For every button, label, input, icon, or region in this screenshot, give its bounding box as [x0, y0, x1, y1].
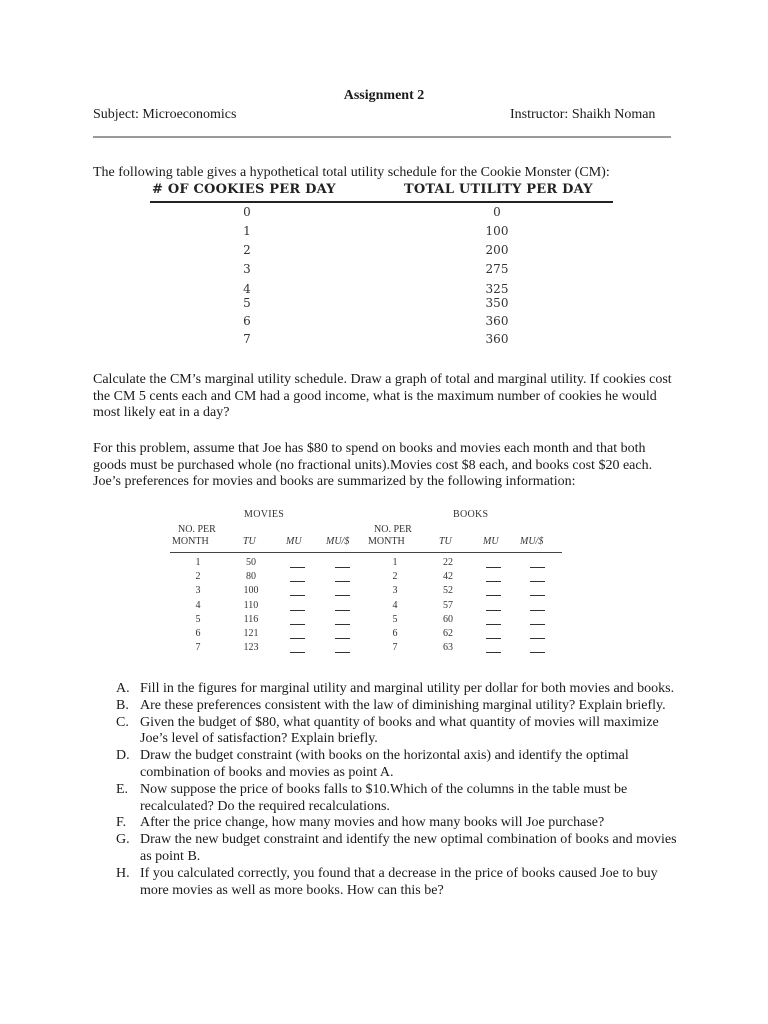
books-mu-per-dollar-blank [530, 624, 545, 625]
books-mu-blank [486, 567, 501, 568]
movies-mu-blank [290, 581, 305, 582]
books-quantity-cell: 4 [392, 600, 398, 611]
cookie-table-col2-header: TOTAL UTILITY PER DAY [404, 182, 593, 197]
movies-quantity-cell: 5 [195, 614, 201, 625]
question-list [110, 681, 680, 899]
question-text: Now suppose the price of books falls to $10.Which of the columns in the table must be recalculated? Do the required recalculations. [140, 781, 628, 814]
cm-question: Calculate the CM’s marginal utility schedule. Draw a graph of total and marginal utility. If cookies cost the CM 5 cents each and CM had a good income, what is the maximum number of cookies he would most likely eat in a day? [93, 372, 672, 420]
question-text: Draw the budget constraint (with books on the horizontal axis) and identify the optimal combination of books and movies as point A. [140, 748, 629, 780]
books-quantity-cell: 5 [392, 614, 398, 625]
movies-mu-blank [290, 624, 305, 625]
question-item [110, 715, 680, 749]
joe-intro: For this problem, assume that Joe has $80 to spend on books and movies each month and that both goods must be purchased whole (no fractional units).Movies cost $8 each, and books cost $20 each. Joe’s preferences for movies and books are summarized by the following information: [93, 441, 653, 489]
question-text: Are these preferences consistent with the law of diminishing marginal utility? Explain briefly. [140, 697, 666, 713]
cookie-table-rule [150, 201, 613, 203]
books-mu-per-dollar-blank [530, 638, 545, 639]
movies-mu-per-dollar-blank [335, 567, 350, 568]
question-item [110, 748, 680, 782]
cookie-count-cell: 1 [243, 224, 251, 238]
cookie-intro: The following table gives a hypothetical total utility schedule for the Cookie Monster (CM): [93, 165, 610, 180]
movies-mu-per-dollar-header: MU/$ [326, 536, 350, 547]
books-mu-blank [486, 610, 501, 611]
books-group-label: BOOKS [453, 509, 489, 520]
movies-tu-header: TU [243, 536, 256, 547]
movies-group-label: MOVIES [244, 509, 285, 520]
movies-mu-per-dollar-blank [335, 638, 350, 639]
total-utility-cell: 275 [485, 262, 509, 276]
question-item [110, 832, 680, 866]
question-letter: E. [116, 781, 129, 797]
movies-tu-cell: 100 [243, 585, 259, 596]
question-text: If you calculated correctly, you found that a decrease in the price of books caused Joe to buy more movies as well as more books. How can this be? [140, 865, 658, 898]
question-text: After the price change, how many movies and how many books will Joe purchase? [140, 815, 605, 831]
total-utility-cell: 360 [485, 332, 509, 346]
question-letter: G. [116, 832, 130, 848]
movies-quantity-cell: 3 [195, 585, 201, 596]
movies-quantity-cell: 2 [195, 571, 201, 582]
books-mu-per-dollar-header: MU/$ [520, 536, 544, 547]
question-item [110, 681, 680, 698]
movies-mu-per-dollar-blank [335, 581, 350, 582]
books-quantity-cell: 3 [392, 585, 398, 596]
header-divider [93, 136, 671, 138]
books-mu-blank [486, 581, 501, 582]
movies-tu-cell: 110 [243, 600, 259, 611]
books-mu-blank [486, 638, 501, 639]
movies-quantity-cell: 6 [195, 628, 201, 639]
movies-no-per-header: NO. PER [178, 524, 216, 535]
books-tu-cell: 63 [443, 642, 453, 653]
books-mu-per-dollar-blank [530, 652, 545, 653]
books-quantity-cell: 1 [392, 557, 398, 568]
total-utility-cell: 200 [485, 243, 509, 257]
books-mu-per-dollar-blank [530, 595, 545, 596]
books-quantity-cell: 6 [392, 628, 398, 639]
question-item [110, 698, 680, 715]
movies-mu-blank [290, 652, 305, 653]
books-tu-header: TU [439, 536, 452, 547]
books-tu-cell: 57 [443, 600, 453, 611]
books-mu-per-dollar-blank [530, 610, 545, 611]
question-letter: D. [116, 748, 130, 764]
movies-tu-cell: 123 [243, 642, 259, 653]
books-quantity-cell: 7 [392, 642, 398, 653]
movies-quantity-cell: 4 [195, 600, 201, 611]
books-quantity-cell: 2 [392, 571, 398, 582]
question-letter: B. [116, 697, 129, 713]
question-item [110, 866, 680, 900]
cookie-table-col1-header: # OF COOKIES PER DAY [152, 182, 336, 197]
instructor-line: Instructor: Shaikh Noman [510, 107, 656, 122]
movies-mu-per-dollar-blank [335, 610, 350, 611]
movies-mu-blank [290, 567, 305, 568]
books-tu-cell: 42 [443, 571, 453, 582]
movies-tu-cell: 121 [243, 628, 259, 639]
cookie-count-cell: 3 [243, 262, 251, 276]
total-utility-cell: 350 [485, 296, 509, 310]
books-mu-blank [486, 595, 501, 596]
question-letter: A. [116, 681, 130, 696]
assignment-title: Assignment 2 [343, 88, 425, 103]
cookie-count-cell: 0 [243, 205, 251, 219]
question-letter: C. [116, 714, 129, 730]
cookie-count-cell: 6 [243, 314, 251, 328]
question-item [110, 815, 680, 832]
question-letter: H. [116, 865, 130, 881]
cookie-count-cell: 2 [243, 243, 251, 257]
books-month-header: MONTH [368, 536, 405, 547]
books-tu-cell: 60 [443, 614, 453, 625]
books-mu-header: MU [483, 536, 499, 547]
books-no-per-header: NO. PER [374, 524, 412, 535]
movies-mu-per-dollar-blank [335, 595, 350, 596]
books-tu-cell: 62 [443, 628, 453, 639]
books-mu-blank [486, 652, 501, 653]
movies-mu-per-dollar-blank [335, 652, 350, 653]
subject-line: Subject: Microeconomics [93, 107, 237, 122]
question-text: Given the budget of $80, what quantity of books and what quantity of movies will maximize Joe’s level of satisfaction? Explain briefly. [140, 714, 659, 747]
cookie-count-cell: 4 [243, 282, 251, 296]
cookie-count-cell: 5 [243, 296, 251, 310]
books-mu-per-dollar-blank [530, 567, 545, 568]
movies-quantity-cell: 1 [195, 557, 201, 568]
movies-tu-cell: 50 [246, 557, 256, 568]
books-tu-cell: 52 [443, 585, 453, 596]
question-text: Fill in the figures for marginal utility and marginal utility per dollar for both movies and books. [140, 681, 675, 696]
movies-mu-blank [290, 638, 305, 639]
question-item [110, 782, 680, 816]
total-utility-cell: 0 [493, 205, 501, 219]
movies-books-table-rule [170, 552, 562, 553]
question-text: Draw the new budget constraint and identify the new optimal combination of books and movies as point B. [140, 832, 677, 864]
movies-mu-blank [290, 610, 305, 611]
total-utility-cell: 100 [485, 224, 509, 238]
total-utility-cell: 325 [485, 282, 509, 296]
question-letter: F. [116, 815, 127, 831]
books-mu-per-dollar-blank [530, 581, 545, 582]
movies-mu-per-dollar-blank [335, 624, 350, 625]
movies-mu-blank [290, 595, 305, 596]
movies-month-header: MONTH [172, 536, 209, 547]
total-utility-cell: 360 [485, 314, 509, 328]
movies-tu-cell: 80 [246, 571, 256, 582]
books-mu-blank [486, 624, 501, 625]
movies-mu-header: MU [286, 536, 302, 547]
movies-quantity-cell: 7 [195, 642, 201, 653]
books-tu-cell: 22 [443, 557, 453, 568]
movies-tu-cell: 116 [243, 614, 259, 625]
cookie-count-cell: 7 [243, 332, 251, 346]
